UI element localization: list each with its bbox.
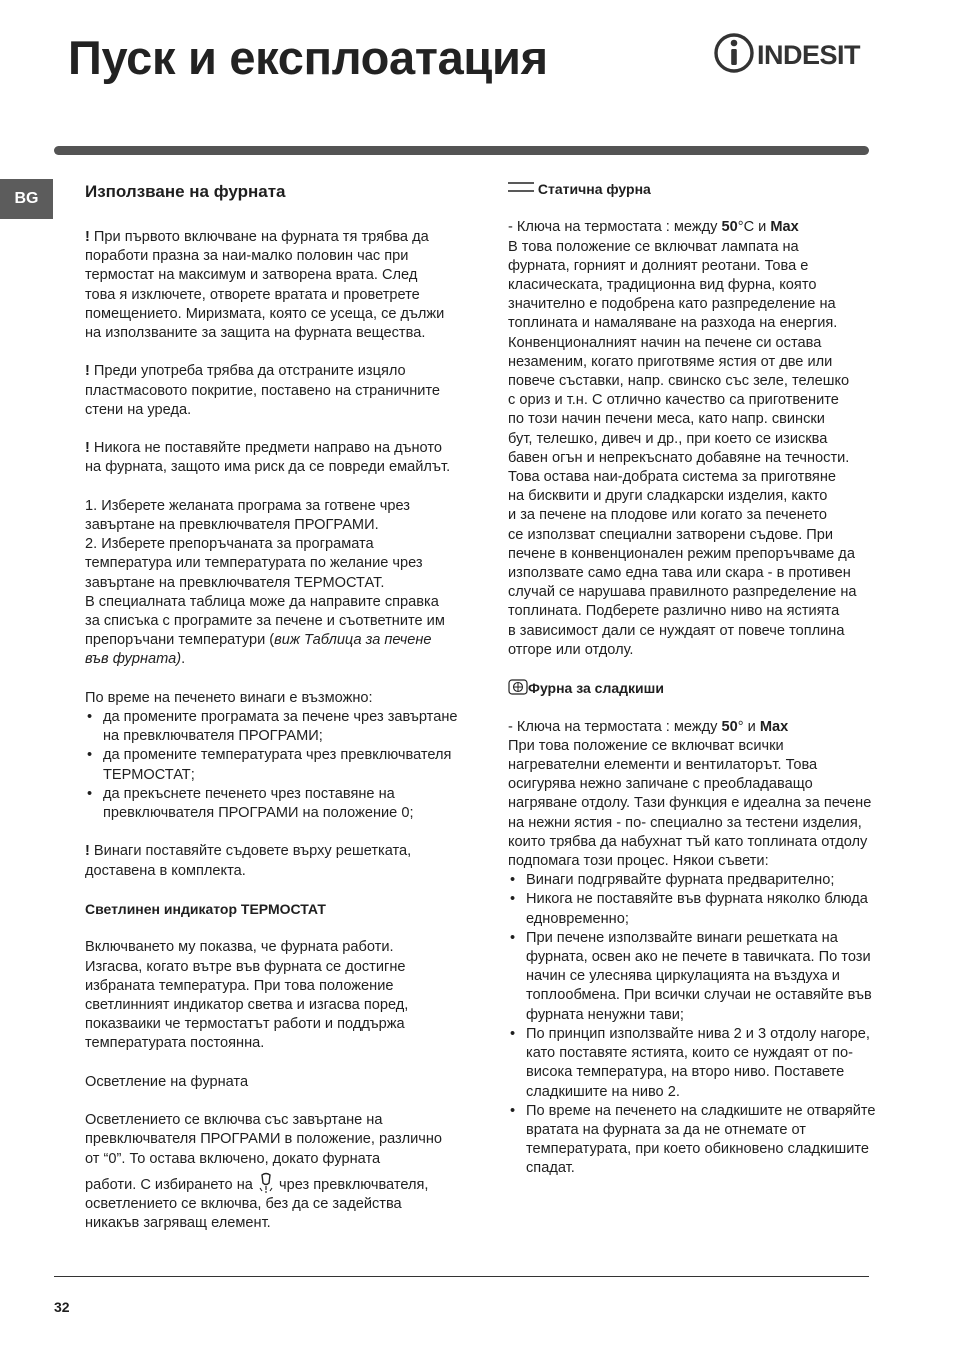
static-oven-text — [508, 238, 893, 660]
warning-1 — [85, 228, 485, 343]
lamp-icon — [257, 1172, 275, 1194]
text-line: подпомага този процес. Някои съвети: — [508, 853, 769, 870]
list-item — [508, 1025, 893, 1102]
list-item-line: висока температура, на второ ниво. Поставете — [526, 1064, 845, 1081]
text-line: температура или температурата по желание чрез — [85, 555, 423, 572]
text-line: светлинният индикатор светва и изгасва поред, — [85, 997, 409, 1014]
list-item-line: на превключвателя ПРОГРАМИ; — [103, 728, 323, 745]
light-text-end — [85, 1195, 485, 1233]
list-item-line: фурната, освен ако не печете в тавичката. По този — [526, 949, 871, 966]
text-line: Осветлението се включва със завъртане на — [85, 1112, 383, 1129]
text-line: ! Никога не поставяйте предмети направо на дъното — [85, 440, 442, 457]
header-divider-bar — [54, 146, 869, 155]
list-item — [85, 746, 485, 784]
text-line: 2. Изберете препоръчаната за програмата — [85, 536, 374, 553]
tips-list — [508, 871, 893, 1178]
list-item — [508, 929, 893, 1025]
text-line: топлината и намаляване на разхода на енергия. — [508, 315, 838, 332]
text-line: При това положение се включват всички — [508, 737, 784, 754]
warning-3 — [85, 439, 485, 477]
pastry-oven-heading: Фурна за сладкиши — [508, 679, 893, 698]
text-line: повече съставки, напр. свинско със зеле, телешко — [508, 373, 850, 390]
left-column — [85, 182, 485, 1233]
text-line: доставена в комплекта. — [85, 862, 246, 879]
text-line: незаменим, когато приготвяме ястия от две или — [508, 353, 833, 370]
text-line: фурната, горният и долният реотани. Това е — [508, 257, 809, 274]
text-line: Включването му показва, че фурната работи. — [85, 939, 394, 956]
text-line: класическата, традиционна вид фурна, която — [508, 277, 817, 293]
list-item-line: • да промените програмата за печене чрез завъртане — [103, 709, 458, 726]
list-item-line: превключвателя ПРОГРАМИ на положение 0; — [103, 805, 414, 822]
list-item-line: ТЕРМОСТАТ; — [103, 766, 195, 783]
text-line: стени на уреда. — [85, 401, 192, 418]
section-heading: Използване на фурната — [85, 182, 286, 201]
text-line: превключвателя ПРОГРАМИ в положение, различно — [85, 1131, 443, 1148]
text-line: ! Преди употреба трябва да отстраните изцяло — [85, 363, 406, 380]
list-item-line: • По време на печенето на сладкишите не отваряйте — [526, 1102, 876, 1119]
list-item-line: • При печене използвайте винаги решетката на — [526, 929, 838, 946]
brand-logo-text: INDESIT — [757, 40, 861, 70]
list-item-line: вратата на фурната за да не отнемате от — [526, 1121, 806, 1138]
list-item — [85, 785, 485, 823]
warning-mark: ! — [85, 229, 90, 245]
text-line: с ориз и т.н. С отлично качество са приготвените — [508, 392, 839, 409]
list-item-line: топлообмена. При всички случаи не оставяйте във — [526, 987, 872, 1004]
language-tab: BG — [0, 179, 53, 219]
text-line: които трябва да набухнат тъй като топлината отдолу — [508, 833, 868, 850]
text-line: показваики че термостатът работи и поддържа — [85, 1016, 405, 1033]
text-line: на използваните за защита на фурната вещества. — [85, 325, 426, 342]
steps-last-line: препоръчани температури (виж Таблица за печене — [85, 632, 432, 649]
warning-2 — [85, 362, 485, 420]
static-oven-icon — [508, 182, 534, 192]
text-line: на нежни ястия - по- специално за тестени изделия, — [508, 814, 862, 831]
text-line: нагряване отдолу. Тази функция е идеална за печене — [508, 795, 872, 812]
text-line: поработи празна за наи-малко половин час при — [85, 248, 409, 265]
list-item-line: фурната ненужни тави; — [526, 1006, 684, 1023]
thermostat-heading: Светлинен индикатор ТЕРМОСТАТ — [85, 901, 326, 918]
text-line: се използват специални затворени съдове. При — [508, 526, 834, 543]
text-line: Това остава наи-добрата система за приготвяне — [508, 469, 837, 486]
list-item-line: • Винаги подгрявайте фурната предварително; — [526, 872, 835, 889]
list-item — [508, 871, 893, 890]
text-line: нагревателни елементи и вентилаторът. Това — [508, 757, 818, 774]
text-line: В това положение се включват лампата на — [508, 238, 799, 255]
pastry-oven-text — [508, 737, 893, 871]
text-line: В специалната таблица може да направите справка — [85, 593, 439, 610]
text-line: Конвенционалният начин на печене си остава — [508, 334, 822, 351]
list-item-line: • Никога не поставяйте във фурната няколко блюда — [526, 891, 868, 908]
thermostat-text — [85, 938, 485, 1053]
text-line: и за печене на плодове или когато за печенето — [508, 507, 828, 524]
light-icon-line: работи. С избирането на чрез превключвателя, — [85, 1172, 485, 1195]
page-number: 32 — [54, 1299, 70, 1315]
list-item-line: като поставяте ястията, които се нуждаят от по- — [526, 1045, 853, 1062]
list-item-line: температурата, при което обикновено сладкишите — [526, 1141, 870, 1158]
text-line: термостат на максимум и затворена врата. След — [85, 267, 418, 284]
during-intro: По време на печенето винаги е възможно: — [85, 689, 373, 706]
text-line: ! При първото включване на фурната тя трябва да — [85, 229, 429, 245]
steps-italic-line: във фурната). — [85, 651, 186, 668]
text-line: топлината. Подберете различно ниво на ястията — [508, 603, 840, 620]
text-line: помещението. Миризмата, която се усеща, се дължи — [85, 305, 445, 322]
text-line: случай се нарушава правилното разпределение на — [508, 584, 857, 601]
text-line: за списъка с програмите за печене и съответните им — [85, 613, 445, 630]
pastry-thermostat-line: - Ключа на термостата : между 50° и Max — [508, 718, 789, 735]
list-item — [85, 708, 485, 746]
text-line: пластмасовото покритие, поставено на страничните — [85, 382, 441, 399]
text-line: завъртане на превключвателя ТЕРМОСТАТ. — [85, 574, 385, 591]
text-line: температурата постоянна. — [85, 1035, 265, 1052]
during-list — [85, 708, 485, 823]
text-line: бут, телешко, дивеч и др., при което се изисква — [508, 430, 828, 447]
text-line: отгоре или отдолу. — [508, 641, 634, 658]
text-line: завъртане на превключвателя ПРОГРАМИ. — [85, 517, 379, 533]
list-item-line: • По принцип използвайте нива 2 и 3 отдолу нагоре, — [526, 1025, 870, 1042]
text-line: значително е подобрена като разпределение на — [508, 296, 836, 313]
warning-mark: ! — [85, 363, 90, 380]
right-column — [508, 180, 893, 1179]
text-line: печене в конвенционален режим препоръчваме да — [508, 545, 855, 562]
text-line: в зависимост дали се нуждаят от повече топлина — [508, 622, 845, 639]
text-line: 1. Изберете желаната програма за готвене чрез — [85, 497, 410, 514]
page-title: Пуск и експлоатация — [68, 31, 548, 84]
warning-4 — [85, 842, 485, 880]
light-text — [85, 1111, 485, 1169]
text-line: никакъв загряващ елемент. — [85, 1215, 271, 1232]
indesit-logo — [713, 32, 873, 76]
static-thermostat-line: - Ключа на термостата : между 50°C и Max — [508, 219, 799, 236]
text-line: по този начин печени меса, като напр. свински — [508, 411, 825, 428]
list-item — [508, 890, 893, 928]
text-line: на бисквити и други сладкарски изделия, както — [508, 488, 828, 505]
warning-mark: ! — [85, 440, 90, 457]
list-item-line: начин се улеснява циркулацията на въздуха и — [526, 968, 840, 985]
steps-text — [85, 497, 485, 631]
list-item-line: • да промените температурата чрез превключвателя — [103, 747, 452, 764]
text-line: Изгасва, когато вътре във фурната се достигне — [85, 958, 406, 975]
text-line: бавен огън и непрекъснато добавяне на течности. — [508, 449, 850, 466]
fan-oven-icon — [508, 679, 528, 695]
text-line: от “0”. То остава включено, докато фурната — [85, 1150, 381, 1167]
text-line: на фурната, защото има риск да се повреди емайлът. — [85, 459, 451, 476]
text-line: използвате само една тава или скара - в противен — [508, 565, 851, 582]
text-line: осигурява нежно запичане с преобладаващо — [508, 776, 813, 793]
text-line: осветлението се включва, без да се задейства — [85, 1196, 402, 1213]
list-item-line: сладкишите на ниво 2. — [526, 1083, 680, 1100]
footer-divider — [54, 1276, 869, 1277]
list-item-line: спадат. — [526, 1160, 575, 1177]
list-item-line: • да прекъснете печенето чрез поставяне на — [103, 785, 395, 802]
light-heading: Осветление на фурната — [85, 1073, 249, 1090]
text-line: избраната температура. При това положение — [85, 977, 394, 994]
text-line: това я изключете, отворете вратата и проветрете — [85, 286, 420, 303]
list-item — [508, 1102, 893, 1179]
list-item-line: едновременно; — [526, 910, 629, 927]
warning-mark: ! — [85, 843, 90, 860]
text-line: ! Винаги поставяйте съдовете върху решетката, — [85, 843, 412, 860]
static-oven-heading: Статична фурна — [508, 180, 893, 199]
